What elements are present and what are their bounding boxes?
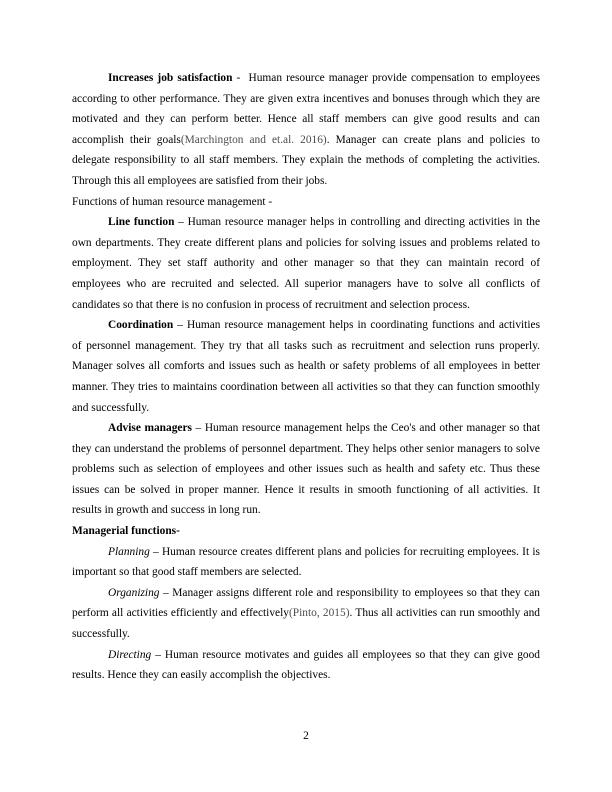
page-number: 2 [303,730,309,742]
citation-marchington: (Marchington and et.al. 2016) [180,133,327,146]
term-job-satisfaction: Increases job satisfaction [108,72,233,84]
term-directing: Directing [108,648,152,661]
paragraph-text: . Manager can create plans and policies to delegate responsibility to all staff members. They explain the methods of completing the activities. Through this all employees are satisfied from their jobs. [72,133,540,187]
paragraph-directing [72,645,540,686]
paragraph-text: – Human resource manager helps in controlling and directing activities in the own departments. They create different plans and policies for solving issues and problems related to employment. They set staff authority and other manager so that they can maintain record of employees who are recruited and selected. All superior managers have to solve all conflicts of candidates so that there is no confusion in process of recruitment and selection process. [72,216,540,311]
term-line-function: Line function [108,216,175,229]
paragraph-planning [72,542,540,583]
term-advise-managers: Advise managers [108,422,192,435]
section-intro-functions: Functions of human resource management - [72,195,273,208]
heading-managerial-functions [72,521,540,542]
paragraph-advise-managers [72,418,540,521]
paragraph-organizing [72,583,540,645]
paragraph-coordination [72,315,540,418]
term-organizing: Organizing [108,586,160,599]
term-coordination: Coordination [108,319,174,332]
paragraph-line-function [72,212,540,315]
paragraph-text: – Manager assigns different role and responsibility to employees so that they can perform all activities efficiently and effectively [72,586,540,620]
term-planning: Planning [108,545,150,558]
page-body [72,68,540,686]
paragraph-text: – Human resource creates different plans and policies for recruiting employees. It is important so that good staff members are selected. [72,545,540,579]
paragraph-text: – Human resource management helps in coordinating functions and activities of personnel management. They try that all tasks such as recruitment and selection runs properly. Manager solves all comforts and issues such as health or safety problems of all employees in better manner. They tries to maintains coordination between all activities so that they can function smoothly and successfully. [72,319,540,414]
paragraph-text: . Thus all activities can run smoothly and successfully. [72,607,541,641]
paragraph-text: – Human resource motivates and guides all employees so that they can give good results. Hence they can easily accomplish the objectives. [72,648,540,682]
term-separator: - [232,72,245,84]
paragraph-text: – Human resource management helps the Ceo's and other manager so that they can understand the problems of personnel department. They helps other senior managers to solve problems such as selection of employees and other issues such as health and safety etc. Thus these issues can be solved in proper manner. Hence it results in smooth functioning of all activities. It results in growth and success in long run. [72,422,540,517]
paragraph-text: Human resource manager provide compensation to employees according to other performance. They are given extra incentives and bonuses through which they are motivated and they can perform better. Hence all staff members can give good results and can accomplish their goals [72,72,540,146]
citation-pinto: (Pinto, 2015) [288,607,350,620]
paragraph-job-satisfaction [72,68,540,192]
heading-text: Managerial functions- [72,525,180,538]
